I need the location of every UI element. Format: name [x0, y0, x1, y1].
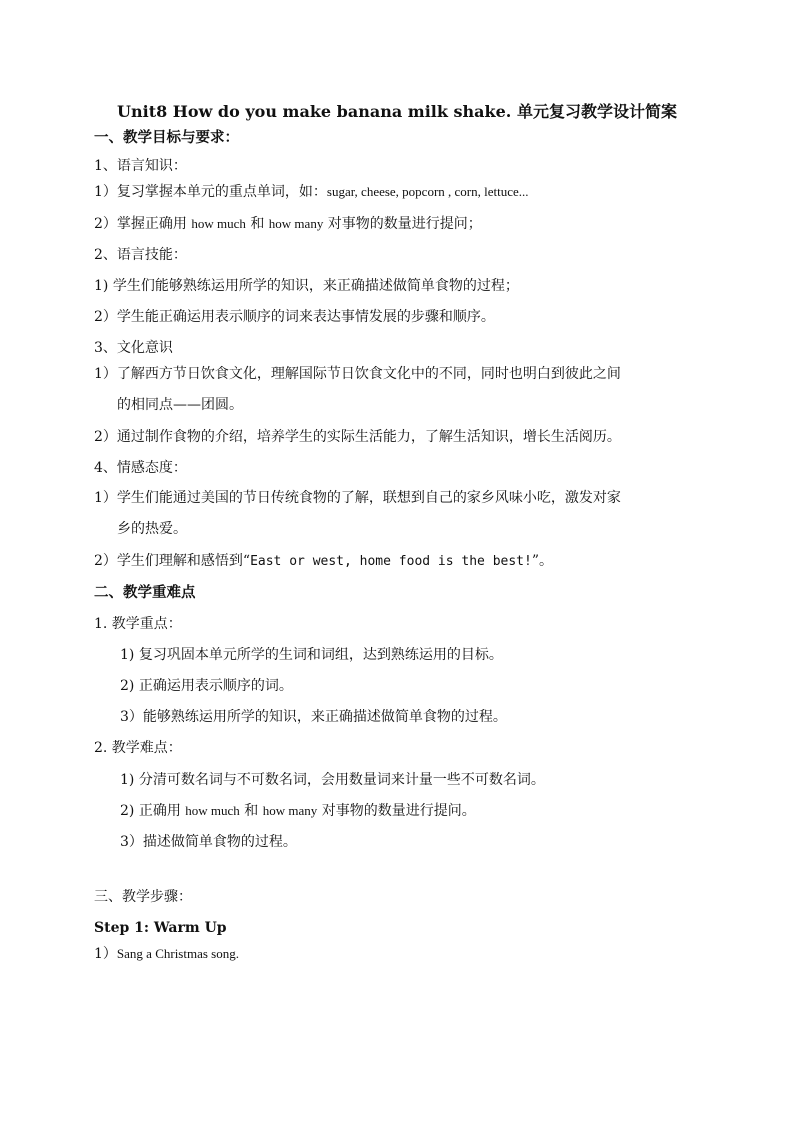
key-point-item: 3）能够熟练运用所学的知识，来正确描述做简单食物的过程。: [120, 709, 507, 725]
subheading-cultural-awareness: 3、文化意识: [94, 340, 173, 356]
difficulty-item: 1) 分清可数名词与不可数名词，会用数量词来计量一些不可数名词。: [120, 772, 545, 788]
item-text: 1）复习掌握本单元的重点单词，如：: [94, 184, 327, 200]
objective-item: [94, 182, 529, 202]
phrase-how-many: how many: [262, 803, 318, 818]
objective-item: 2）学生能正确运用表示顺序的词来表达事情发展的步骤和顺序。: [94, 309, 495, 325]
key-point-item: 2) 正确运用表示顺序的词。: [120, 678, 293, 694]
item-text: Sang a Christmas song.: [116, 946, 239, 961]
item-text: 2) 正确用: [120, 803, 186, 819]
objective-item: 2）通过制作食物的介绍，培养学生的实际生活能力，了解生活知识，增长生活阅历。: [94, 429, 621, 445]
item-text: 对事物的数量进行提问。: [317, 803, 476, 819]
step-heading: Step 1: Warm Up: [94, 920, 227, 936]
objective-item: 1）学生们能通过美国的节日传统食物的了解，联想到自己的家乡风味小吃，激发对家: [94, 490, 621, 506]
document-title: Unit8 How do you make banana milk shake. 单元复习教学设计简案: [117, 102, 677, 121]
objective-item-continued: 乡的热爱。: [117, 521, 187, 537]
item-text: 和: [239, 803, 263, 819]
phrase-how-many: how many: [268, 216, 324, 231]
difficulty-item: 3）描述做简单食物的过程。: [120, 834, 297, 850]
subheading-key-points: 1. 教学重点：: [94, 616, 182, 632]
item-text: 和: [245, 216, 269, 232]
subheading-difficulties: 2. 教学难点：: [94, 740, 182, 756]
objective-item: 1）了解西方节日饮食文化，理解国际节日饮食文化中的不同，同时也明白到彼此之间: [94, 366, 621, 382]
objective-item-continued: 的相同点——团圆。: [117, 397, 243, 413]
vocabulary-words: sugar, cheese, popcorn , corn, lettuce...: [326, 184, 529, 199]
item-text: 2）学生们理解和感悟到“: [94, 553, 251, 569]
item-number: 1）: [94, 946, 117, 962]
difficulty-item: [120, 801, 476, 821]
subheading-language-skills: 2、语言技能：: [94, 247, 187, 263]
subheading-emotional-attitude: 4、情感态度：: [94, 460, 187, 476]
step-item: [94, 944, 239, 964]
quote-text: East or west, home food is the best!: [250, 554, 532, 569]
item-text: 对事物的数量进行提问；: [323, 216, 482, 232]
phrase-how-much: how much: [191, 216, 246, 231]
section-heading-key-points: 二、教学重难点: [94, 584, 196, 601]
subheading-language-knowledge: 1、语言知识：: [94, 158, 187, 174]
phrase-how-much: how much: [185, 803, 240, 818]
objective-item: [94, 551, 553, 572]
section-heading-objectives: 一、教学目标与要求：: [94, 129, 239, 146]
section-heading-steps: 三、教学步骤：: [94, 889, 192, 905]
item-text: 2）掌握正确用: [94, 216, 192, 232]
objective-item: [94, 214, 482, 234]
objective-item: 1) 学生们能够熟练运用所学的知识，来正确描述做简单食物的过程；: [94, 278, 519, 294]
key-point-item: 1) 复习巩固本单元所学的生词和词组，达到熟练运用的目标。: [120, 647, 503, 663]
item-text: ”。: [531, 553, 554, 569]
